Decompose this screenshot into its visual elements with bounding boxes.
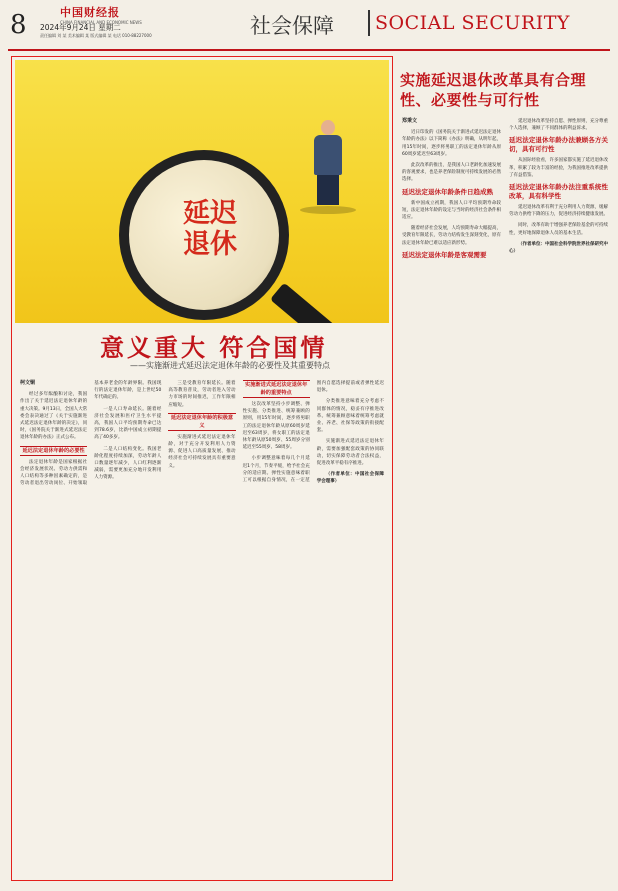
page-number: 8 xyxy=(10,10,27,40)
section-title-cn: 社会保障 xyxy=(250,14,334,38)
paragraph: 从国际经验看，许多国家都实施了延迟退休改革，积累了较为丰富的经验，为我国推进改革提供了有益借鉴。 xyxy=(509,158,608,178)
paragraph: 一是人口寿命延长。随着经济社会发展和医疗卫生水平提高，我国人口平均预期寿命已达到78.6岁，比新中国成立初期提高了40多岁。 xyxy=(94,406,162,441)
paragraph: 实施渐进式延迟法定退休年龄，需要加强配套政策的协同联动，切实保障劳动者合法权益，促进改革平稳有序推进。 xyxy=(316,439,384,467)
paragraph: 法定退休年龄是国家根据社会经济发展状况、劳动力供需和人口结构等多种因素确定的，是劳动者退出劳动岗位、开始领取基本养老金的年龄界限。我国现行的法定退休年龄，是上世纪50年代确定的。 xyxy=(20,381,162,487)
side-heading: 延迟法定退休年龄条件日趋成熟 xyxy=(402,187,493,196)
figure-legs xyxy=(317,175,339,205)
paragraph: 随着经济社会发展，人均预期寿命大幅提高，受教育年限延长，劳动力结构发生深刻变化，原有法定退休年龄已难以适应新形势。 xyxy=(402,226,501,246)
feature-body xyxy=(20,380,384,875)
masthead xyxy=(0,0,618,52)
section-title-en: SOCIAL SECURITY xyxy=(375,12,570,34)
issue-date: 2024年9月24日 星期二 xyxy=(40,23,121,32)
businessman-figure-icon xyxy=(310,120,346,210)
logo-text: 中国财经报 xyxy=(60,6,120,19)
side-article-title: 实施延迟退休改革具有合理性、必要性与可行性 xyxy=(400,71,587,109)
paragraph: 延迟退休改革有利于充分利用人力资源，缓解劳动力供给下降的压力，促进经济持续健康发展。 xyxy=(509,205,608,218)
section-divider xyxy=(368,10,370,36)
side-heading: 延迟法定退休年龄办法兼顾各方关切，具有可行性 xyxy=(509,136,608,154)
feature-illustration xyxy=(15,60,389,323)
section-heading: 实施渐进式延迟法定退休年龄的重要特点 xyxy=(243,380,310,398)
feature-headline: 意义重大 符合国情 xyxy=(100,333,328,362)
paragraph: 三是受教育年限延长。随着高等教育普及，劳动者进入劳动力市场的时间推迟，工作年限相应缩短。 xyxy=(168,381,236,408)
side-article-body xyxy=(402,118,608,880)
paragraph: 小步调整意味着每几个月延迟1个月，节奏平缓，给予社会充分的适应期。弹性实施意味着职工可以根据自身情况，在一定范围内自愿选择提前或者弹性延迟退休。 xyxy=(242,381,384,484)
side-heading: 延迟法定退休年龄是客观需要 xyxy=(402,250,487,259)
magnifier-handle-icon xyxy=(270,283,353,323)
side-heading: 延迟法定退休年龄办法注重系统性改革，具有科学性 xyxy=(509,183,608,201)
author-note: （作者单位：中国社会保障学会理事） xyxy=(316,472,384,485)
section-heading: 延迟法定退休年龄的积极意义 xyxy=(168,413,235,431)
editor-line: 责任编辑 刘 某 美术编辑 某 版式编辑 某 电话 010-88227000 xyxy=(40,33,152,38)
paragraph: 这次改革坚持小步调整、弹性实施、分类推进、统筹兼顾的原则，用15年时间，逐步将男职工的法定退休年龄从原60周岁延迟至63周岁，将女职工的法定退休年龄从原50周岁、55周岁分别延迟至55周岁、58周岁。 xyxy=(242,402,310,451)
paragraph: 新中国成立初期，我国人口平均预期寿命较短，法定退休年龄的设定与当时的经济社会条件相适应。 xyxy=(402,200,501,221)
paragraph: 经过多年酝酿和讨论，我国作出了关于延迟法定退休年龄的重大决策。9月13日，全国人大常委会表决通过了《关于实施渐进式延迟法定退休年龄的决定》，同时，《国务院关于渐进式延迟法定退休年龄的办法》正式公布。 xyxy=(20,392,88,441)
paragraph: 同时，改革有助于增强养老保险基金的可持续性，更好地保障退休人员的基本生活。 xyxy=(509,223,608,236)
feature-byline: 柯文铜 xyxy=(20,380,36,386)
paragraph: 此次改革的推出，是我国人口老龄化加速发展的客观要求，也是养老保险制度可持续发展的必然选择。 xyxy=(402,163,501,183)
paragraph: 实施渐进式延迟法定退休年龄，对于充分开发利用人力资源、促进人口高质量发展、推动经济社会可持续发展具有重要意义。 xyxy=(168,434,236,469)
paragraph: 分类推进意味着充分考虑不同群体的情况，稳妥有序推进改革。统筹兼顾意味着统筹考虑就业、养老、社保等政策的衔接配套。 xyxy=(316,399,384,434)
paragraph: 二是人口结构变化。我国老龄化程度持续加深，劳动年龄人口数量逐年减少，人口红利逐渐减弱，需要更加充分地开发利用人力资源。 xyxy=(94,446,162,481)
side-author-note: （作者单位：中国社会科学院世界社保研究中心） xyxy=(509,241,608,255)
illustration-stamp-text: 延迟退休 xyxy=(183,198,237,260)
paragraph: 延迟退休改革坚持自愿、弹性原则，充分尊重个人选择，兼顾了不同群体的利益诉求。 xyxy=(509,119,608,132)
figure-head xyxy=(321,120,335,135)
paragraph: 近日印发的《国务院关于渐进式延迟法定退休年龄的办法》以下简称《办法》明确，从明年起，用15年时间，逐步将男职工的法定退休年龄从原60周岁延迟至63周岁。 xyxy=(402,130,501,157)
side-byline: 郑秉文 xyxy=(402,118,418,124)
logo-en-text: CHINA FINANCIAL AND ECONOMIC NEWS xyxy=(60,20,142,25)
header-rule xyxy=(8,49,610,51)
feature-subheadline: ——实施渐进式延迟法定退休年龄的必要性及其重要特点 xyxy=(130,361,330,370)
figure-body xyxy=(314,135,342,175)
section-heading: 延迟法定退休年龄的必要性 xyxy=(20,446,87,456)
